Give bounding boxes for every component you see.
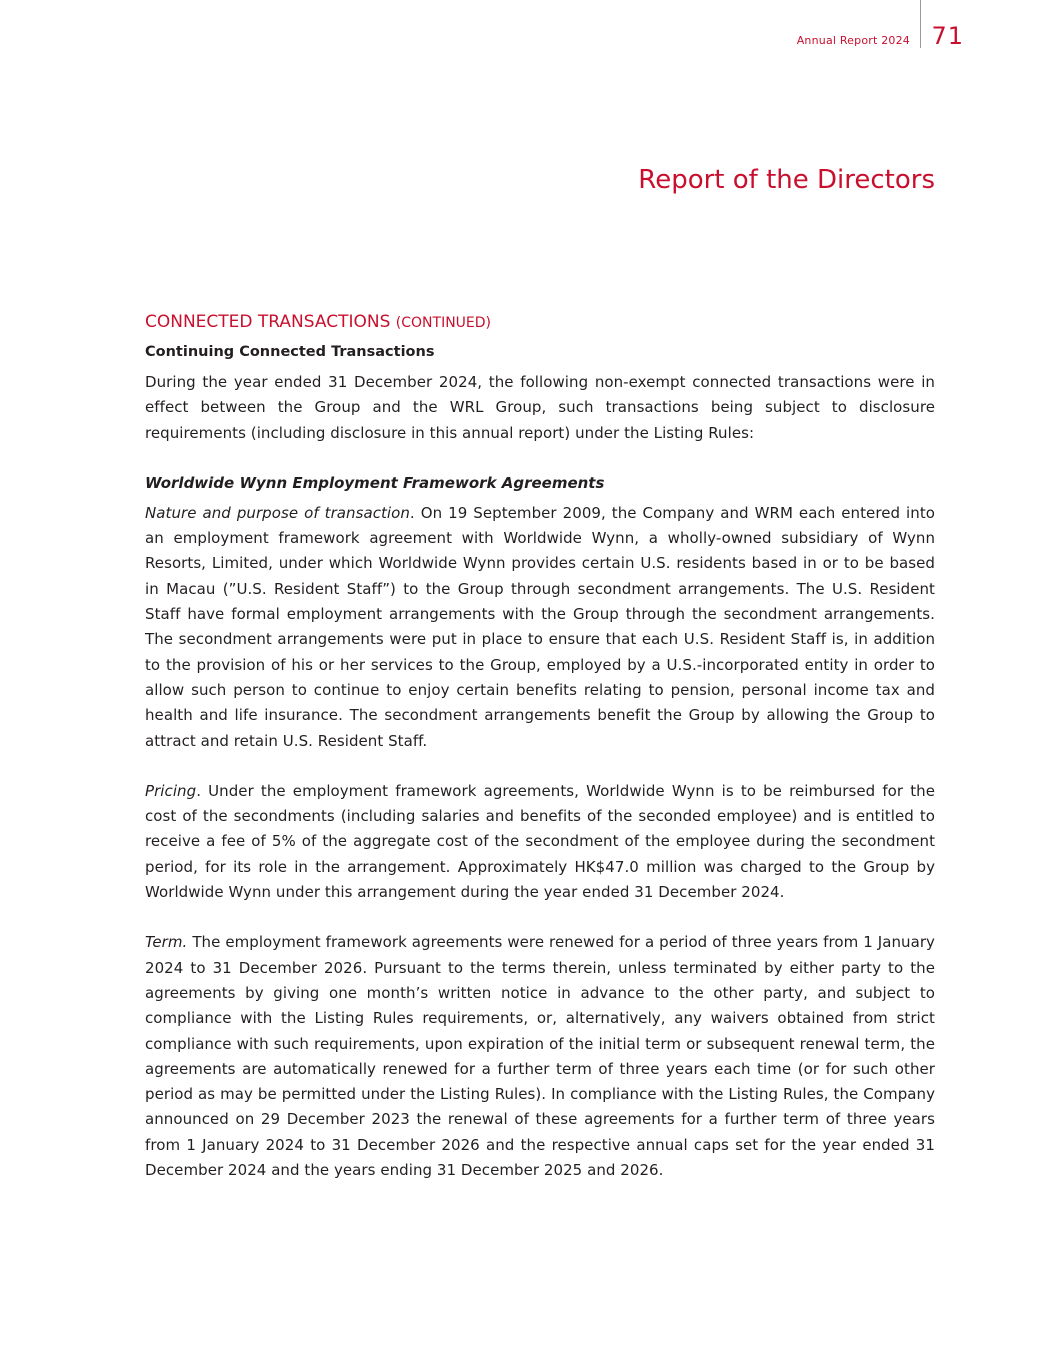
page-title: Report of the Directors <box>638 165 935 195</box>
pricing-text: . Under the employment framework agreements, Worldwide Wynn is to be reimbursed for the cost of the secondments (including salaries and benefits of the seconded employee) and is entitled to receive a fee of 5% of the aggregate cost of the secondment of the employee during the secondment period, for its role in the arrangement. Approximately HK$47.0 million was charged to the Group by Worldwide Wynn under this arrangement during the year ended 31 December 2024. <box>145 781 935 902</box>
section-title <box>145 311 935 334</box>
term-label: Term. <box>145 933 188 952</box>
nature-paragraph <box>145 501 935 754</box>
section-title-text: CONNECTED TRANSACTIONS <box>145 312 391 332</box>
page-number: 71 <box>931 22 964 50</box>
subheading: Continuing Connected Transactions <box>145 344 435 360</box>
term-paragraph <box>145 930 935 1183</box>
paragraph-gap <box>145 446 935 471</box>
term-text: The employment framework agreements were renewed for a period of three years from 1 January 2024 to 31 December 2026. Pursuant to the terms therein, unless terminated by either party to the agreements by giving one month’s written notice in advance to the other party, and subject to compliance with the Listing Rules requirements, or, alternatively, any waivers obtained from strict compliance with such requirements, upon expiration of the initial term or subsequent renewal term, the agreements are automatically renewed for a further term of three years each time (or for such other period as may be permitted under the Listing Rules). In compliance with the Listing Rules, the Company announced on 29 December 2023 the renewal of these agreements for a further term of three years from 1 January 2024 to 31 December 2026 and the respective annual caps set for the year ended 31 December 2024 and the years ending 31 December 2025 and 2026. <box>145 933 935 1180</box>
header-divider <box>920 0 921 48</box>
main-content <box>145 311 935 1183</box>
pricing-paragraph <box>145 779 935 905</box>
paragraph-gap <box>145 905 935 930</box>
nature-label: Nature and purpose of transaction <box>145 503 410 522</box>
section-title-suffix: (CONTINUED) <box>395 315 491 331</box>
nature-text: . On 19 September 2009, the Company and WRM each entered into an employment framework agreement with Worldwide Wynn, a wholly-owned subsidiary of Wynn Resorts, Limited, under which Worldwide Wynn provides certain U.S. residents based in or to be based in Macau (”U.S. Resident Staff”) to the Group through secondment arrangements. The U.S. Resident Staff have formal employment arrangements with the Group through the secondment arrangements. The secondment arrangements were put in place to ensure that each U.S. Resident Staff is, in addition to the provision of his or her services to the Group, employed by a U.S.-incorporated entity in order to allow such person to continue to enjoy certain benefits relating to pension, personal income tax and health and life insurance. The secondment arrangements benefit the Group by allowing the Group to attract and retain U.S. Resident Staff. <box>145 503 935 750</box>
agreement-heading: Worldwide Wynn Employment Framework Agreements <box>145 473 605 492</box>
pricing-label: Pricing <box>145 781 197 800</box>
paragraph-gap <box>145 754 935 779</box>
report-label: Annual Report 2024 <box>796 34 910 47</box>
intro-paragraph: During the year ended 31 December 2024, the following non-exempt connected transactions were in effect between the Group and the WRL Group, such transactions being subject to disclosure requirements (including disclosure in this annual report) under the Listing Rules: <box>145 373 935 442</box>
